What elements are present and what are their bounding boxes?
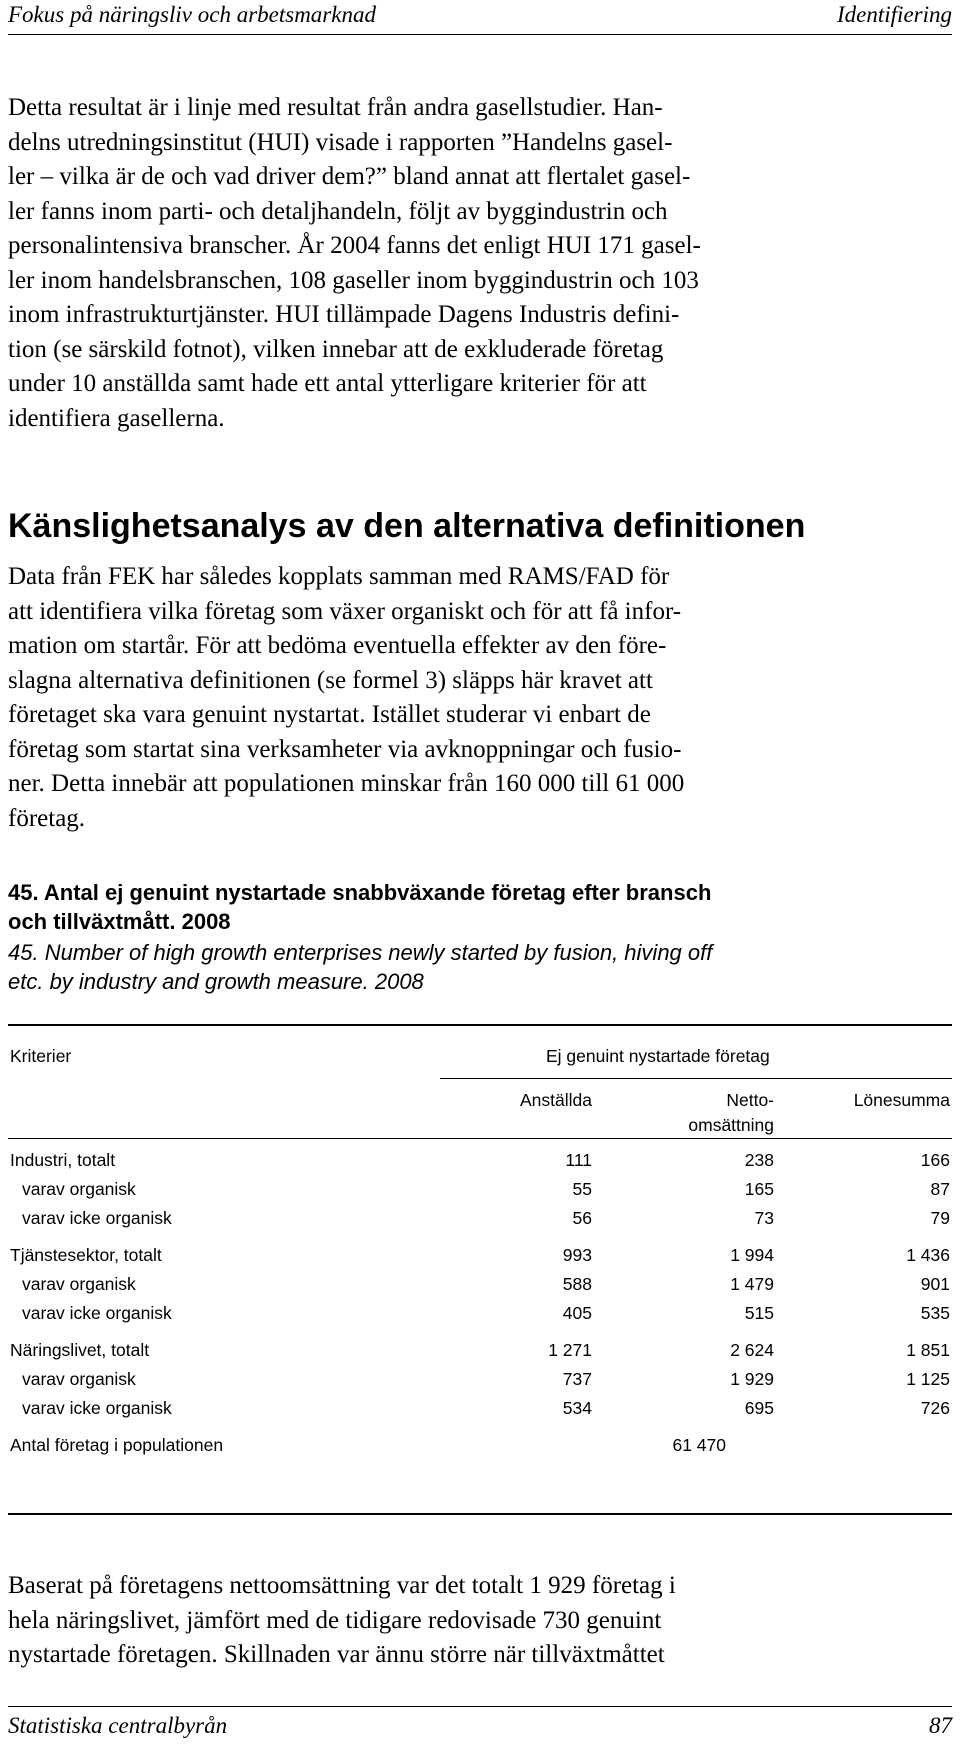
cell-anstallda: 1 271	[548, 1340, 592, 1360]
cell-nettoomsattning: 1 994	[730, 1245, 774, 1265]
section-heading: Känslighetsanalys av den alternativa definitionen	[8, 507, 806, 545]
row-label: varav organisk	[22, 1179, 136, 1199]
table-row	[8, 1243, 952, 1267]
paragraph-line: ner. Detta innebär att populationen minskar från 160 000 till 61 000	[8, 770, 685, 797]
cell-nettoomsattning: 1 479	[730, 1274, 774, 1294]
paragraph-line: att identifiera vilka företag som växer organiskt och för att få infor-	[8, 597, 682, 625]
row-label: Tjänstesektor, totalt	[10, 1245, 162, 1265]
row-label: varav organisk	[22, 1274, 136, 1294]
paragraph-nettoomsattning	[8, 1569, 956, 1673]
column-header-lonesumma: Lönesumma	[853, 1090, 950, 1110]
paragraph-line: under 10 anställda samt hade ett antal ytterligare kriterier för att	[8, 370, 647, 397]
row-label: Näringslivet, totalt	[10, 1340, 150, 1360]
population-row	[8, 1433, 952, 1457]
table-row	[8, 1301, 952, 1325]
cell-lonesumma: 79	[930, 1208, 950, 1228]
paragraph-gasellstudier	[8, 91, 956, 436]
paragraph-line: ler – vilka är de och vad driver dem?” bland annat att flertalet gasel-	[8, 163, 691, 190]
cell-nettoomsattning: 1 929	[730, 1369, 774, 1389]
paragraph-line: slagna alternativa definitionen (se formel 3) släpps här kravet att	[8, 666, 653, 694]
paragraph-line: Baserat på företagens nettoomsättning var det totalt 1 929 företag i	[8, 1572, 676, 1599]
cell-nettoomsattning: 165	[744, 1179, 774, 1199]
cell-anstallda: 737	[562, 1369, 592, 1389]
page-footer	[8, 1706, 952, 1747]
population-value: 61 470	[672, 1435, 726, 1455]
paragraph-line: nystartade företagen. Skillnaden var ännu större när tillväxtmåttet	[8, 1641, 665, 1668]
paragraph-line: företag som startat sina verksamheter via avknoppningar och fusio-	[8, 735, 682, 763]
cell-lonesumma: 726	[920, 1398, 950, 1418]
caption-line: 45. Antal ej genuint nystartade snabbväxande företag efter bransch	[8, 880, 712, 905]
cell-anstallda: 56	[572, 1208, 592, 1228]
paragraph-line: inom infrastrukturtjänster. HUI tillämpade Dagens Industris defini-	[8, 301, 680, 328]
table-row	[8, 1272, 952, 1296]
cell-anstallda: 588	[562, 1274, 592, 1294]
table-row	[8, 1338, 952, 1362]
cell-lonesumma: 1 851	[906, 1340, 950, 1360]
table-row	[8, 1367, 952, 1391]
paragraph-line: företag.	[8, 804, 86, 832]
paragraph-sensitivity-analysis	[8, 560, 956, 836]
table-row	[8, 1206, 952, 1230]
paragraph-line: hela näringslivet, jämfört med de tidigare redovisade 730 genuint	[8, 1606, 662, 1634]
statistics-table	[8, 1024, 952, 1515]
caption-line: etc. by industry and growth measure. 2008	[8, 969, 424, 994]
column-header-anstallda: Anställda	[520, 1090, 592, 1110]
caption-line: och tillväxtmått. 2008	[8, 909, 231, 934]
column-header-rule	[8, 1138, 952, 1139]
header-publication-title: Fokus på näringsliv och arbetsmarknad	[8, 2, 376, 27]
paragraph-line: tion (se särskild fotnot), vilken innebar att de exkluderade företag	[8, 335, 664, 363]
table-caption-swedish	[8, 878, 711, 936]
paragraph-line: personalintensiva branscher. År 2004 fanns det enligt HUI 171 gasel-	[8, 232, 701, 259]
paragraph-line: Data från FEK har således kopplats samman med RAMS/FAD för	[8, 563, 670, 590]
paragraph-line: identifiera gasellerna.	[8, 404, 225, 432]
table-row	[8, 1177, 952, 1201]
cell-lonesumma: 901	[920, 1274, 950, 1294]
group-header-rule	[440, 1078, 952, 1079]
table-caption-english	[8, 938, 712, 996]
paragraph-line: företaget ska vara genuint nystartat. Istället studerar vi enbart de	[8, 701, 651, 728]
row-label: varav icke organisk	[22, 1398, 172, 1418]
row-label: varav organisk	[22, 1369, 136, 1389]
row-label: varav icke organisk	[22, 1303, 172, 1323]
running-header	[8, 0, 952, 35]
row-label: varav icke organisk	[22, 1208, 172, 1228]
column-header-netto: Netto-	[726, 1090, 774, 1110]
paragraph-line: delns utredningsinstitut (HUI) visade i rapporten ”Handelns gasel-	[8, 128, 673, 156]
paragraph-line: Detta resultat är i linje med resultat från andra gasellstudier. Han-	[8, 94, 663, 121]
cell-anstallda: 993	[562, 1245, 592, 1265]
column-header-omsattning: omsättning	[688, 1115, 774, 1135]
row-label: Industri, totalt	[10, 1150, 116, 1170]
cell-lonesumma: 535	[920, 1303, 950, 1323]
cell-anstallda: 111	[565, 1150, 592, 1170]
caption-line: 45. Number of high growth enterprises newly started by fusion, hiving off	[8, 940, 713, 965]
cell-nettoomsattning: 515	[744, 1303, 774, 1323]
cell-anstallda: 405	[562, 1303, 592, 1323]
cell-anstallda: 55	[572, 1179, 592, 1199]
table-row	[8, 1396, 952, 1420]
column-group-header: Ej genuint nystartade företag	[546, 1046, 770, 1066]
header-chapter-title: Identifiering	[837, 2, 952, 27]
stub-header: Kriterier	[10, 1046, 72, 1066]
cell-anstallda: 534	[562, 1398, 592, 1418]
paragraph-line: ler fanns inom parti- och detaljhandeln, följt av byggindustrin och	[8, 197, 668, 225]
cell-nettoomsattning: 695	[744, 1398, 774, 1418]
footer-publisher: Statistiska centralbyrån	[8, 1713, 228, 1738]
cell-lonesumma: 87	[930, 1179, 950, 1199]
paragraph-line: ler inom handelsbranschen, 108 gaseller inom byggindustrin och 103	[8, 266, 699, 294]
paragraph-line: mation om startår. För att bedöma eventuella effekter av den före-	[8, 632, 667, 659]
cell-nettoomsattning: 2 624	[730, 1340, 774, 1360]
cell-lonesumma: 1 125	[906, 1369, 950, 1389]
table-row	[8, 1148, 952, 1172]
cell-lonesumma: 166	[920, 1150, 950, 1170]
population-label: Antal företag i populationen	[10, 1435, 224, 1455]
cell-nettoomsattning: 73	[754, 1208, 774, 1228]
cell-lonesumma: 1 436	[906, 1245, 950, 1265]
page-number: 87	[929, 1713, 952, 1738]
cell-nettoomsattning: 238	[744, 1150, 774, 1170]
